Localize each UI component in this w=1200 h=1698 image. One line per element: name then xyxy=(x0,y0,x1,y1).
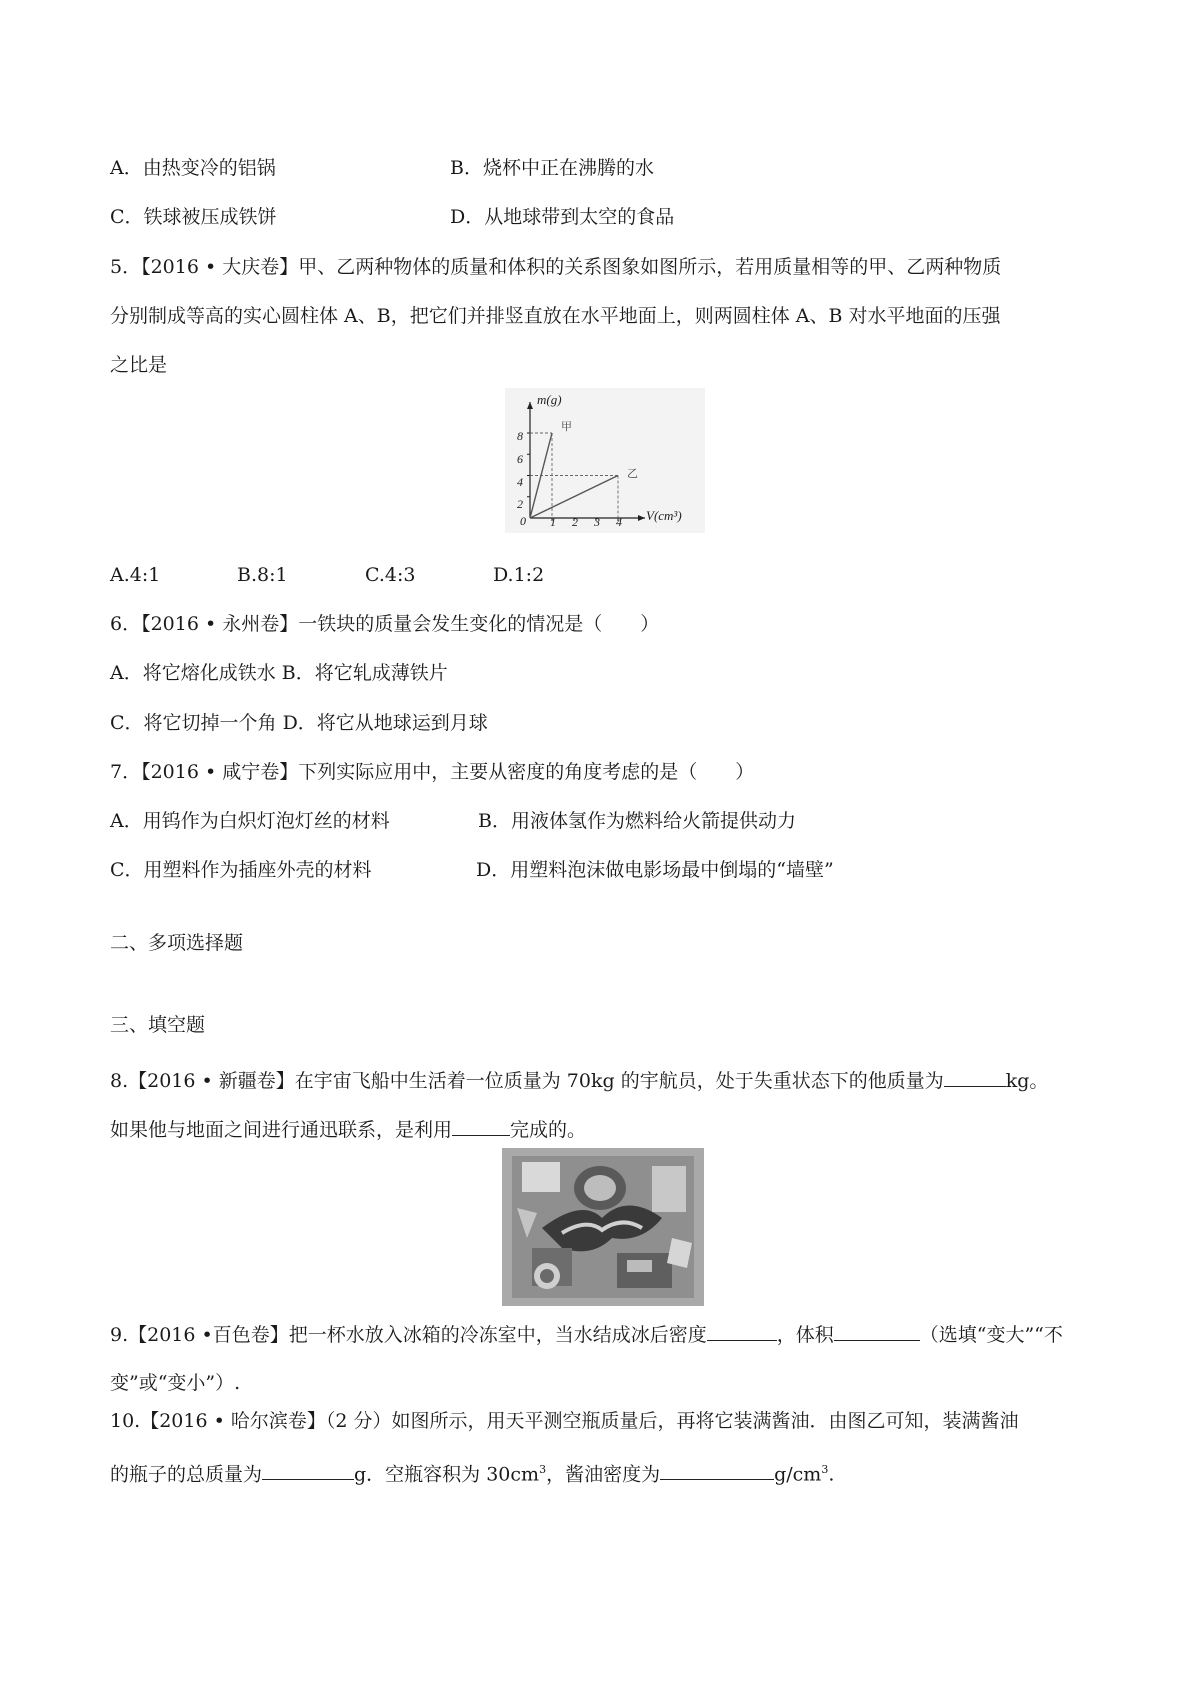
q10-text-d: g/cm xyxy=(774,1463,822,1486)
chart-series-label-jia: 甲 xyxy=(561,420,572,433)
q8-text-d: 完成的。 xyxy=(510,1119,587,1141)
chart-xtick-4: 4 xyxy=(616,515,622,529)
mass-volume-chart xyxy=(505,388,705,533)
q5-stem-line3: 之比是 xyxy=(110,354,168,376)
q5-stem-line1: 5．【2016 • 大庆卷】甲、乙两种物体的质量和体积的关系图象如图所示，若用质量相等的甲、乙两种物质 xyxy=(110,256,1002,278)
astronaut-photo xyxy=(502,1148,704,1306)
chart-series-label-yi: 乙 xyxy=(627,467,638,480)
q10-text-a: 的瓶子的总质量为 xyxy=(110,1463,263,1486)
q6-options-cd: C．将它切掉一个角 D．将它从地球运到月球 xyxy=(110,712,488,734)
q10-answer-blank-1[interactable] xyxy=(262,1459,354,1480)
q10-text-e: . xyxy=(828,1463,835,1486)
q4-option-d: D．从地球带到太空的食品 xyxy=(450,206,675,228)
chart-ytick-4: 4 xyxy=(517,475,523,489)
q4-option-a: A．由热变冷的铝锅 xyxy=(110,157,276,179)
q10-answer-blank-2[interactable] xyxy=(660,1459,774,1480)
q6-options-ab: A．将它熔化成铁水 B．将它轧成薄铁片 xyxy=(110,662,448,684)
q8-line1 xyxy=(110,1066,1048,1094)
q9-answer-blank-1[interactable] xyxy=(707,1320,777,1341)
q5-option-a: A.4:1 xyxy=(110,564,161,586)
q9-text-c: （选填“变大”“不 xyxy=(919,1324,1063,1346)
q5-stem-line2: 分别制成等高的实心圆柱体 A、B，把它们并排竖直放在水平地面上，则两圆柱体 A、B 对水平地面的压强 xyxy=(110,305,1001,327)
q9-text-a: 9.【2016 •百色卷】把一杯水放入冰箱的冷冻室中，当水结成冰后密度 xyxy=(110,1324,707,1346)
chart-ytick-8: 8 xyxy=(517,429,523,443)
q10-line2 xyxy=(110,1457,834,1487)
q10-line1: 10.【2016 • 哈尔滨卷】（2 分）如图所示，用天平测空瓶质量后，再将它装满酱油．由图乙可知，装满酱油 xyxy=(110,1410,1019,1432)
q4-option-c: C．铁球被压成铁饼 xyxy=(110,206,277,228)
q7-stem: 7．【2016 • 咸宁卷】下列实际应用中，主要从密度的角度考虑的是（ ） xyxy=(110,761,755,783)
q10-superscript-2: 3 xyxy=(821,1463,829,1476)
q8-text-b: kg。 xyxy=(1005,1070,1049,1092)
q10-text-c: ，酱油密度为 xyxy=(546,1463,661,1486)
section-heading-fill-blank: 三、填空题 xyxy=(110,1014,206,1036)
q7-option-a: A．用钨作为白炽灯泡灯丝的材料 xyxy=(110,810,390,832)
chart-xtick-3: 3 xyxy=(594,515,600,529)
q10-text-b: g．空瓶容积为 30cm xyxy=(354,1463,540,1486)
q7-option-d: D．用塑料泡沫做电影场最中倒塌的“墙壁” xyxy=(476,859,834,881)
q5-option-b: B.8:1 xyxy=(237,564,288,586)
chart-xlabel: V(cm³) xyxy=(646,508,682,523)
section-heading-multiple-choice: 二、多项选择题 xyxy=(110,932,244,954)
chart-ylabel: m(g) xyxy=(537,392,562,407)
q9-line1 xyxy=(110,1320,1063,1348)
q9-line2: 变”或“变小”）. xyxy=(110,1372,241,1394)
q7-option-b: B．用液体氢作为燃料给火箭提供动力 xyxy=(478,810,796,832)
q8-line2 xyxy=(110,1115,586,1143)
chart-xtick-1: 1 xyxy=(550,515,556,529)
q6-stem: 6．【2016 • 永州卷】一铁块的质量会发生变化的情况是（ ） xyxy=(110,613,660,635)
q8-text-c: 如果他与地面之间进行通迅联系，是利用 xyxy=(110,1119,453,1141)
chart-ytick-6: 6 xyxy=(517,452,523,466)
q8-answer-blank-1[interactable] xyxy=(944,1066,1006,1087)
chart-origin-label: 0 xyxy=(520,514,526,528)
q8-answer-blank-2[interactable] xyxy=(452,1115,510,1136)
q5-option-d: D.1:2 xyxy=(493,564,545,586)
q9-answer-blank-2[interactable] xyxy=(834,1320,920,1341)
chart-ytick-2: 2 xyxy=(517,497,523,511)
q4-option-b: B．烧杯中正在沸腾的水 xyxy=(450,157,654,179)
q8-text-a: 8.【2016 • 新疆卷】在宇宙飞船中生活着一位质量为 70kg 的宇航员，处于失重状态下的他质量为 xyxy=(110,1070,944,1092)
chart-xtick-2: 2 xyxy=(572,515,578,529)
q10-superscript-1: 3 xyxy=(539,1463,547,1476)
q7-option-c: C．用塑料作为插座外壳的材料 xyxy=(110,859,372,881)
q9-text-b: ，体积 xyxy=(776,1324,834,1346)
q5-option-c: C.4:3 xyxy=(365,564,416,586)
